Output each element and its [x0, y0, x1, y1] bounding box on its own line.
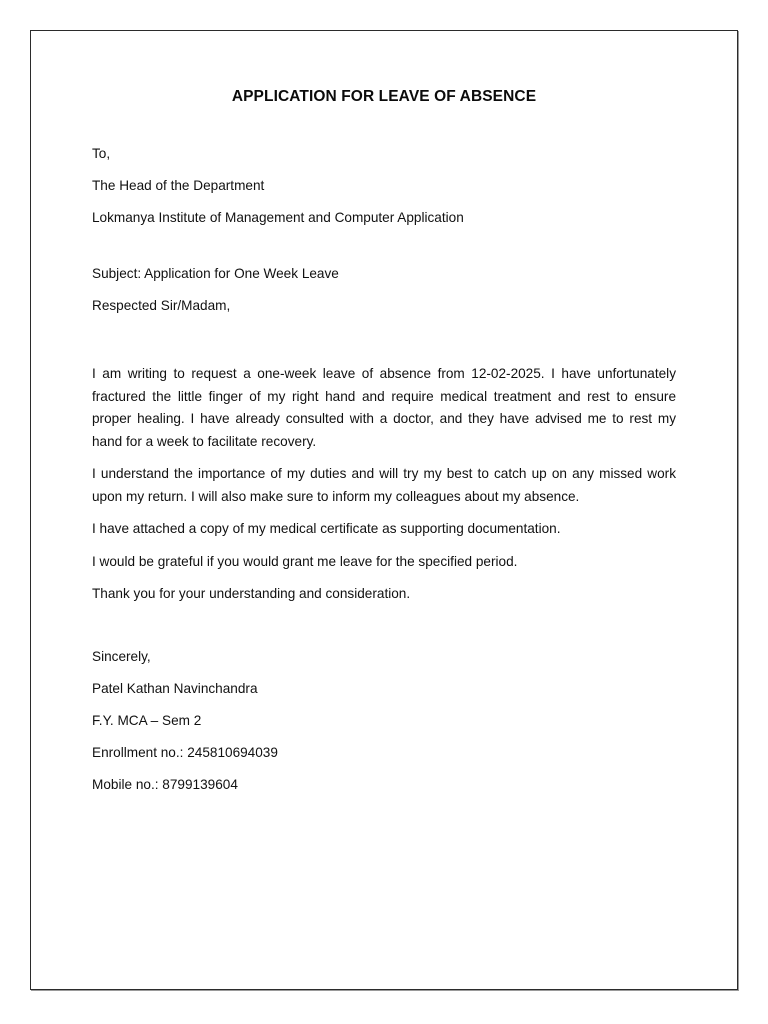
page-title: APPLICATION FOR LEAVE OF ABSENCE [231, 88, 537, 105]
address-to: To, [92, 146, 111, 161]
address-spacer [92, 239, 676, 263]
title-spacer [92, 106, 676, 143]
sender-mobile: Mobile no.: 8799139604 [92, 776, 238, 792]
sender-course: F.Y. MCA – Sem 2 [92, 712, 202, 728]
signature-spacer [92, 616, 676, 646]
body-paragraph: I understand the importance of my duties and will try my best to catch up on any missed work upon my return. I will also make sure to inform my colleagues about my absence. [92, 466, 676, 504]
address-recipient: The Head of the Department [92, 178, 265, 193]
body-paragraph: Thank you for your understanding and consideration. [92, 586, 411, 601]
sender-enrollment: Enrollment no.: 245810694039 [92, 744, 278, 760]
salutation-spacer [92, 327, 676, 363]
body-paragraph: I have attached a copy of my medical certificate as supporting documentation. [92, 521, 561, 536]
body-block [92, 363, 676, 606]
address-block [92, 143, 676, 229]
address-institution: Lokmanya Institute of Management and Computer Application [92, 210, 464, 225]
body-paragraph: I would be grateful if you would grant me leave for the specified period. [92, 553, 518, 569]
salutation: Respected Sir/Madam, [92, 298, 231, 313]
body-paragraph: I am writing to request a one-week leave of absence from 12-02-2025. I have unfortunately fractured the little finger of my right hand and require medical treatment and rest to ensure proper healing. I have already consulted with a doctor, and they have advised me to rest my hand for a week to facilitate recovery. [92, 366, 676, 449]
letter-content [92, 30, 676, 806]
sign-off: Sincerely, [92, 648, 151, 664]
subject-line: Subject: Application for One Week Leave [92, 266, 339, 281]
signature-block [92, 646, 676, 796]
sender-name: Patel Kathan Navinchandra [92, 680, 258, 696]
